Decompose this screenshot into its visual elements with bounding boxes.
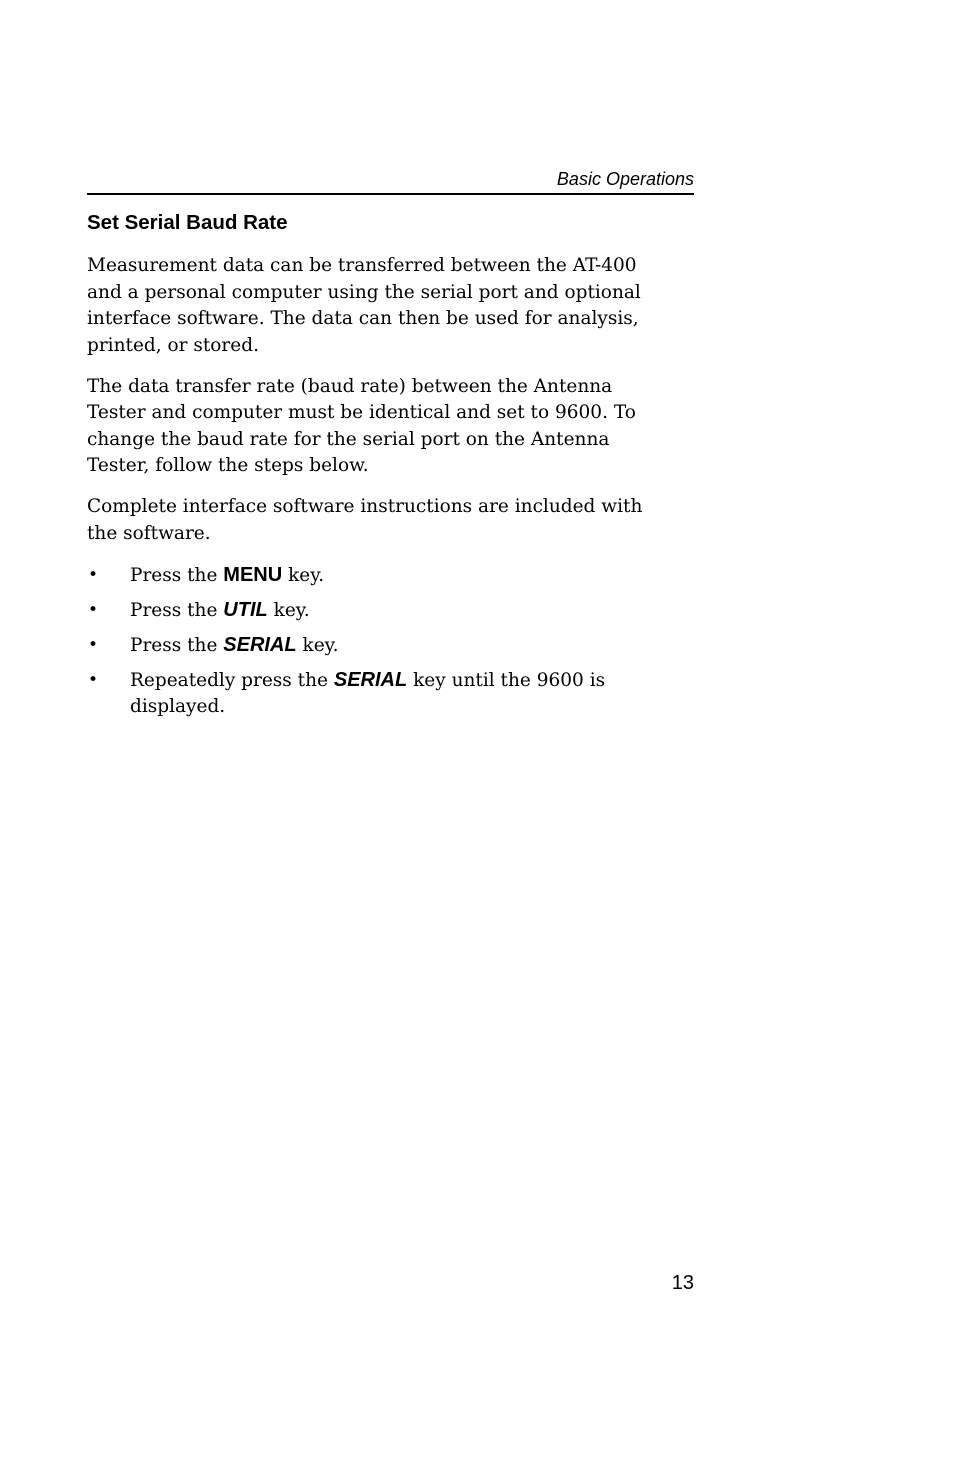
text-line: Complete interface software instructions are included with xyxy=(87,496,643,517)
step-text: Press the xyxy=(130,634,224,656)
paragraph-intro xyxy=(87,253,697,359)
text-line: interface software. The data can then be used for analysis, xyxy=(87,308,639,329)
paragraph-software-note xyxy=(87,494,697,547)
text-line: and a personal computer using the serial port and optional xyxy=(87,281,641,303)
step-text: Press the xyxy=(130,564,224,586)
step-item xyxy=(87,667,697,721)
bullet-icon: • xyxy=(88,599,99,620)
text-line: the software. xyxy=(87,522,211,544)
key-name-menu: MENU xyxy=(223,563,283,586)
step-item xyxy=(87,632,697,660)
running-header: Basic Operations xyxy=(556,169,694,189)
step-text: key. xyxy=(267,599,310,621)
step-item xyxy=(87,597,697,625)
bullet-icon: • xyxy=(88,564,99,585)
key-name-util: UTIL xyxy=(223,598,268,621)
text-line: The data transfer rate (baud rate) between the Antenna xyxy=(87,375,613,397)
bullet-icon: • xyxy=(88,634,99,655)
paragraph-baud-rate xyxy=(87,374,697,480)
text-line: printed, or stored. xyxy=(87,334,259,356)
section-title: Set Serial Baud Rate xyxy=(87,211,288,234)
text-line: Measurement data can be transferred between the AT-400 xyxy=(87,255,637,276)
page-number: 13 xyxy=(671,1272,694,1294)
bullet-icon: • xyxy=(88,669,99,690)
step-text: Press the xyxy=(130,599,224,621)
text-line: Tester and computer must be identical and set to 9600. To xyxy=(87,402,636,423)
key-name-serial: SERIAL xyxy=(223,633,297,656)
text-line: change the baud rate for the serial port on the Antenna xyxy=(87,428,610,450)
steps-list xyxy=(87,562,697,721)
step-text: displayed. xyxy=(130,696,226,717)
section-body xyxy=(87,253,697,728)
step-item xyxy=(87,562,697,590)
step-text: key. xyxy=(296,634,339,656)
key-name-serial: SERIAL xyxy=(333,668,408,691)
step-text: key until the 9600 is xyxy=(407,669,606,691)
step-text: key. xyxy=(282,564,325,586)
text-line: Tester, follow the steps below. xyxy=(87,455,369,476)
header-rule xyxy=(87,193,694,195)
step-text: Repeatedly press the xyxy=(130,669,334,691)
